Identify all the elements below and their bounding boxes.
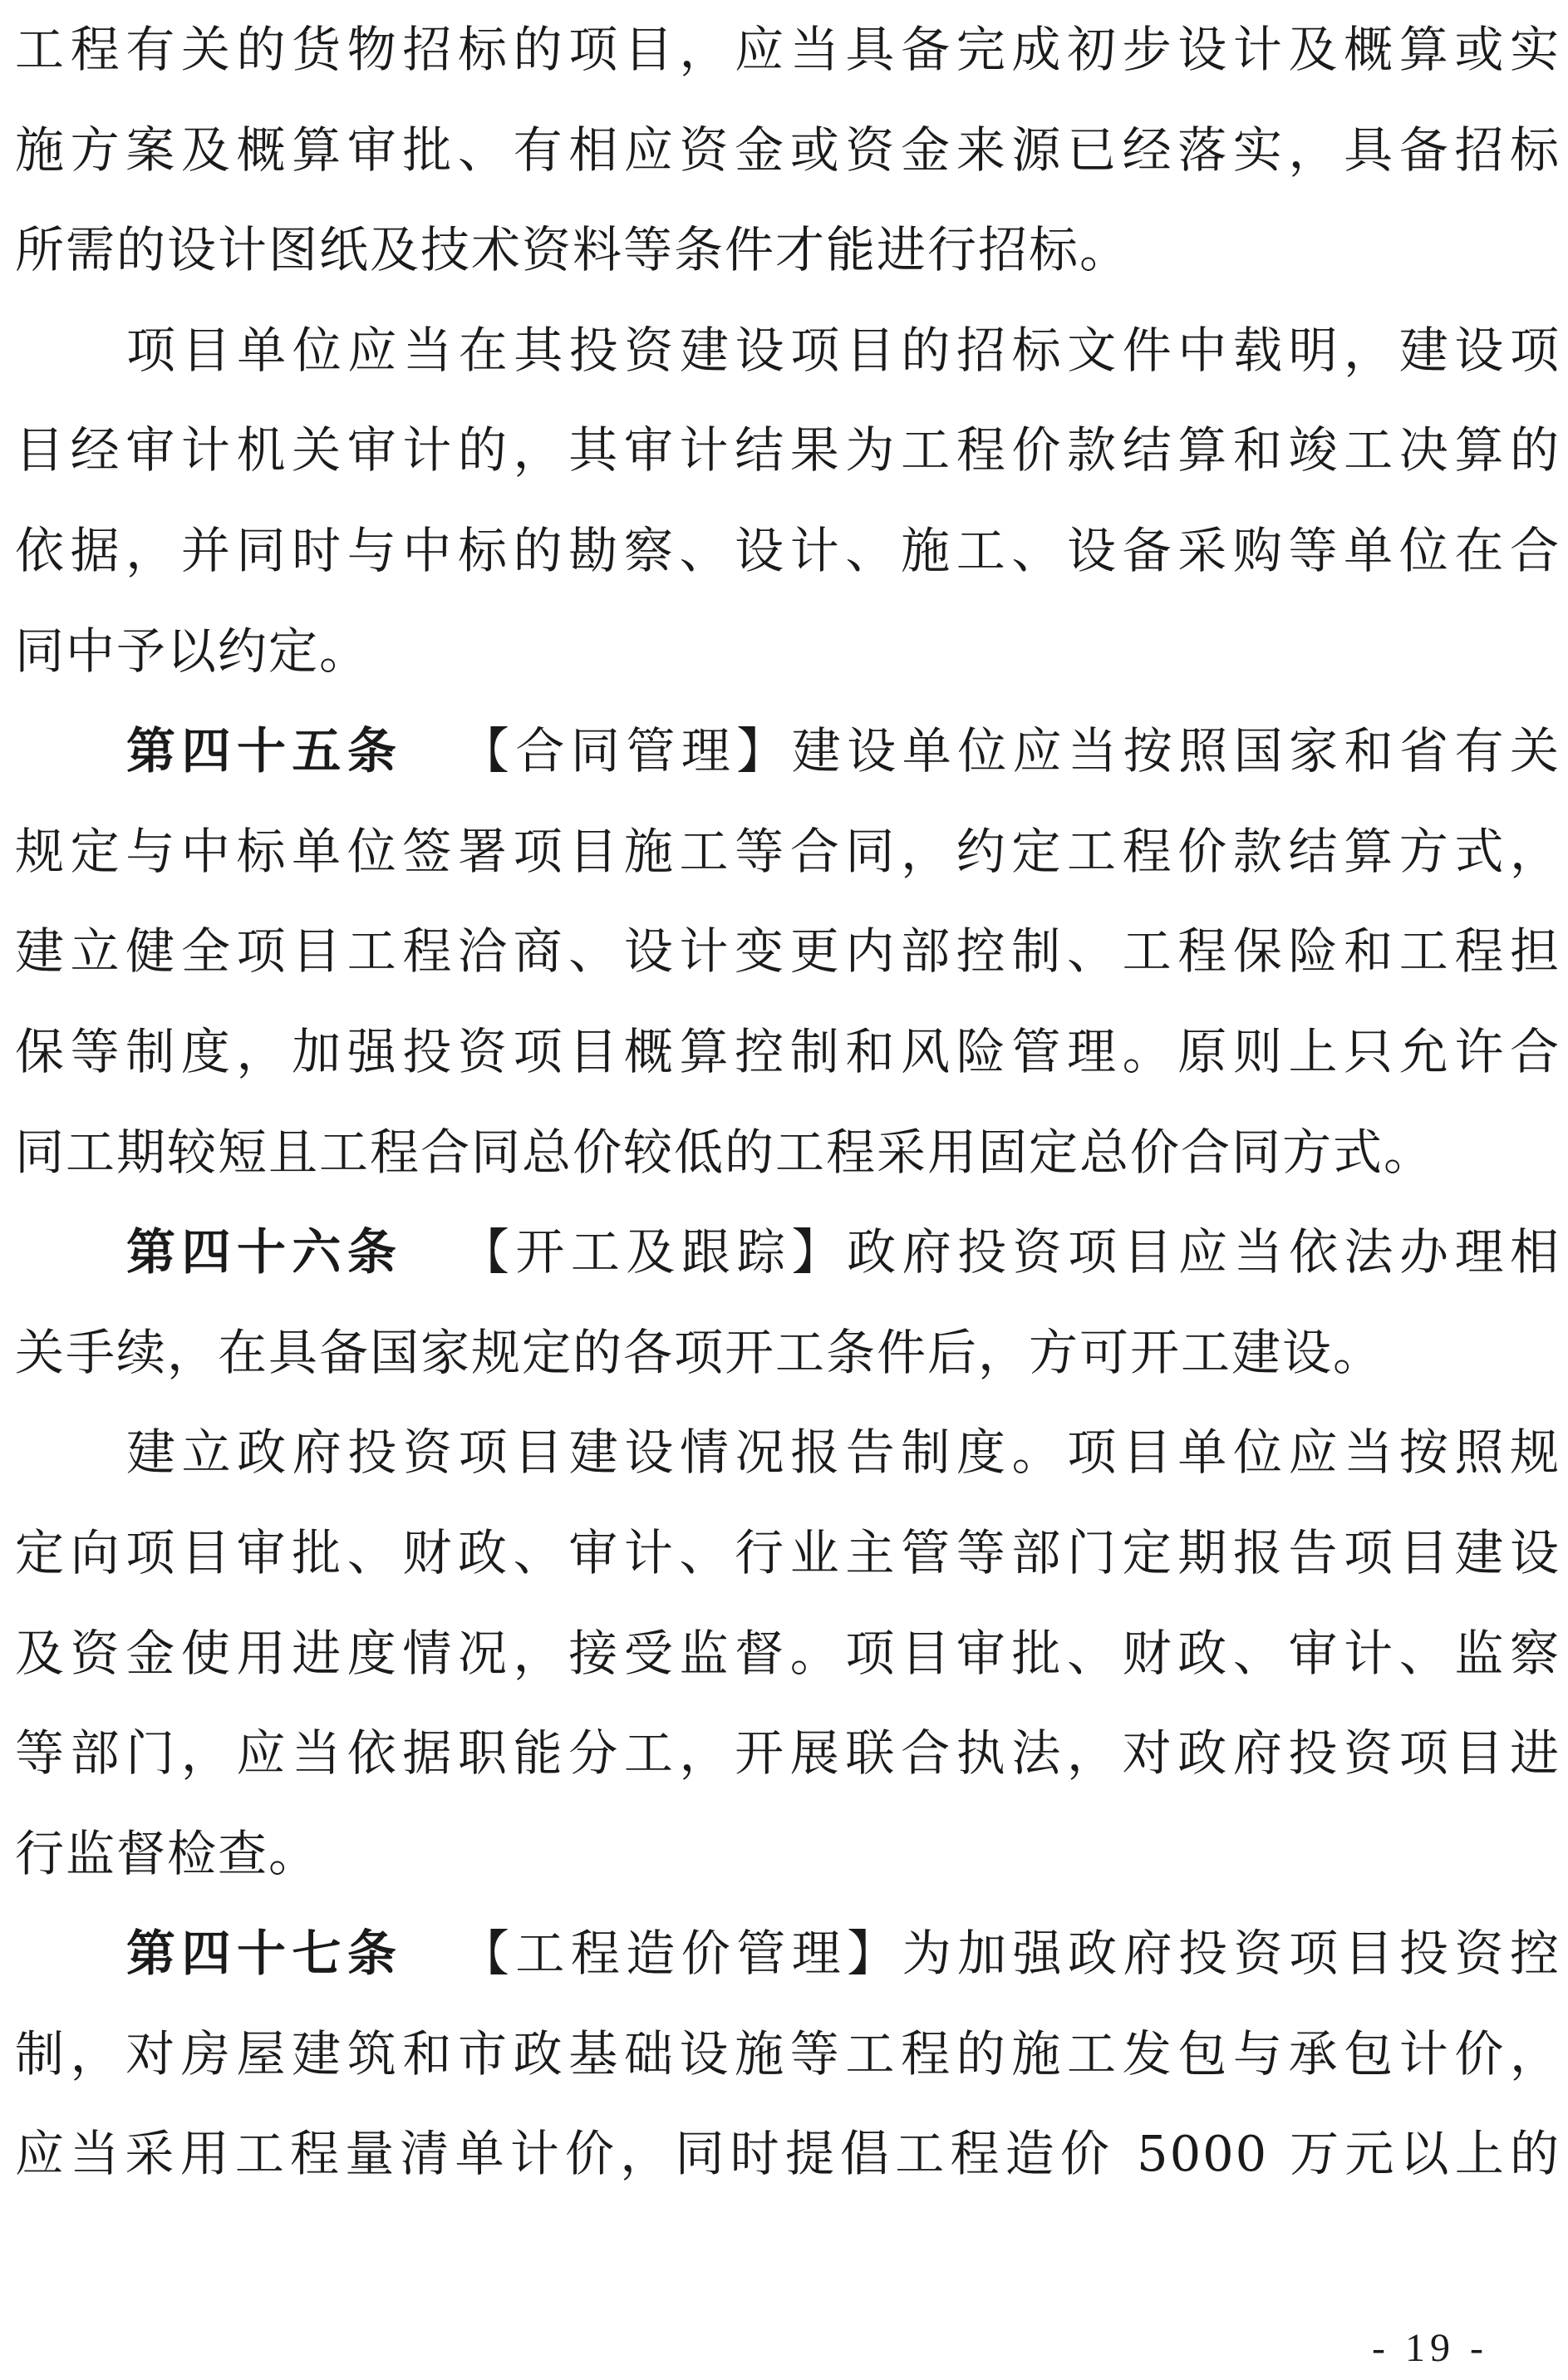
article-45-text: 【合同管理】建设单位应当按照国家和省有关	[455, 722, 1561, 780]
text-line: 关手续，在具备国家规定的各项开工条件后，方可开工建设。	[15, 1323, 1384, 1381]
article-46-text: 【开工及跟踪】政府投资项目应当依法办理相	[455, 1223, 1561, 1281]
text-line: 同中予以约定。	[15, 622, 371, 680]
text-line: 目经审计机关审计的，其审计结果为工程价款结算和竣工决算的	[15, 421, 1561, 479]
article-45-first-line	[15, 701, 1561, 802]
text-line: 等部门，应当依据职能分工，开展联合执法，对政府投资项目进	[15, 1724, 1561, 1783]
article-46-first-line	[15, 1202, 1561, 1303]
article-47-first-line	[15, 1904, 1561, 2004]
article-47-text: 【工程造价管理】为加强政府投资项目投资控	[455, 1925, 1561, 1983]
text-line: 依据，并同时与中标的勘察、设计、施工、设备采购等单位在合	[15, 521, 1561, 579]
page-number: - 19 -	[1372, 2326, 1488, 2370]
document-body	[15, 0, 1561, 2205]
article-47-heading: 第四十七条	[126, 1925, 403, 1983]
text-line: 施方案及概算审批、有相应资金或资金来源已经落实，具备招标	[15, 120, 1561, 179]
text-line: 行监督检查。	[15, 1824, 320, 1882]
text-line: 及资金使用进度情况，接受监督。项目审批、财政、审计、监察	[15, 1624, 1561, 1682]
text-line: 建立健全项目工程洽商、设计变更内部控制、工程保险和工程担	[15, 922, 1561, 981]
text-line: 工程有关的货物招标的项目，应当具备完成初步设计及概算或实	[15, 21, 1561, 78]
text-line: 同工期较短且工程合同总价较低的工程采用固定总价合同方式。	[15, 1123, 1435, 1181]
text-line: 规定与中标单位签署项目施工等合同，约定工程价款结算方式，	[15, 822, 1561, 880]
article-45-heading: 第四十五条	[126, 722, 403, 780]
text-line: 保等制度，加强投资项目概算控制和风险管理。原则上只允许合	[15, 1022, 1561, 1080]
text-line: 制，对房屋建筑和市政基础设施等工程的施工发包与承包计价，	[15, 2024, 1561, 2082]
text-line: 应当采用工程量清单计价，同时提倡工程造价 5000 万元以上的	[15, 2125, 1561, 2183]
text-line: 所需的设计图纸及技术资料等条件才能进行招标。	[15, 221, 1131, 279]
text-line: 定向项目审批、财政、审计、行业主管等部门定期报告项目建设	[15, 1523, 1561, 1581]
article-46-heading: 第四十六条	[126, 1223, 403, 1281]
paragraph-first-line: 建立政府投资项目建设情况报告制度。项目单位应当按照规	[126, 1424, 1561, 1482]
paragraph-first-line: 项目单位应当在其投资建设项目的招标文件中载明，建设项	[126, 321, 1561, 379]
